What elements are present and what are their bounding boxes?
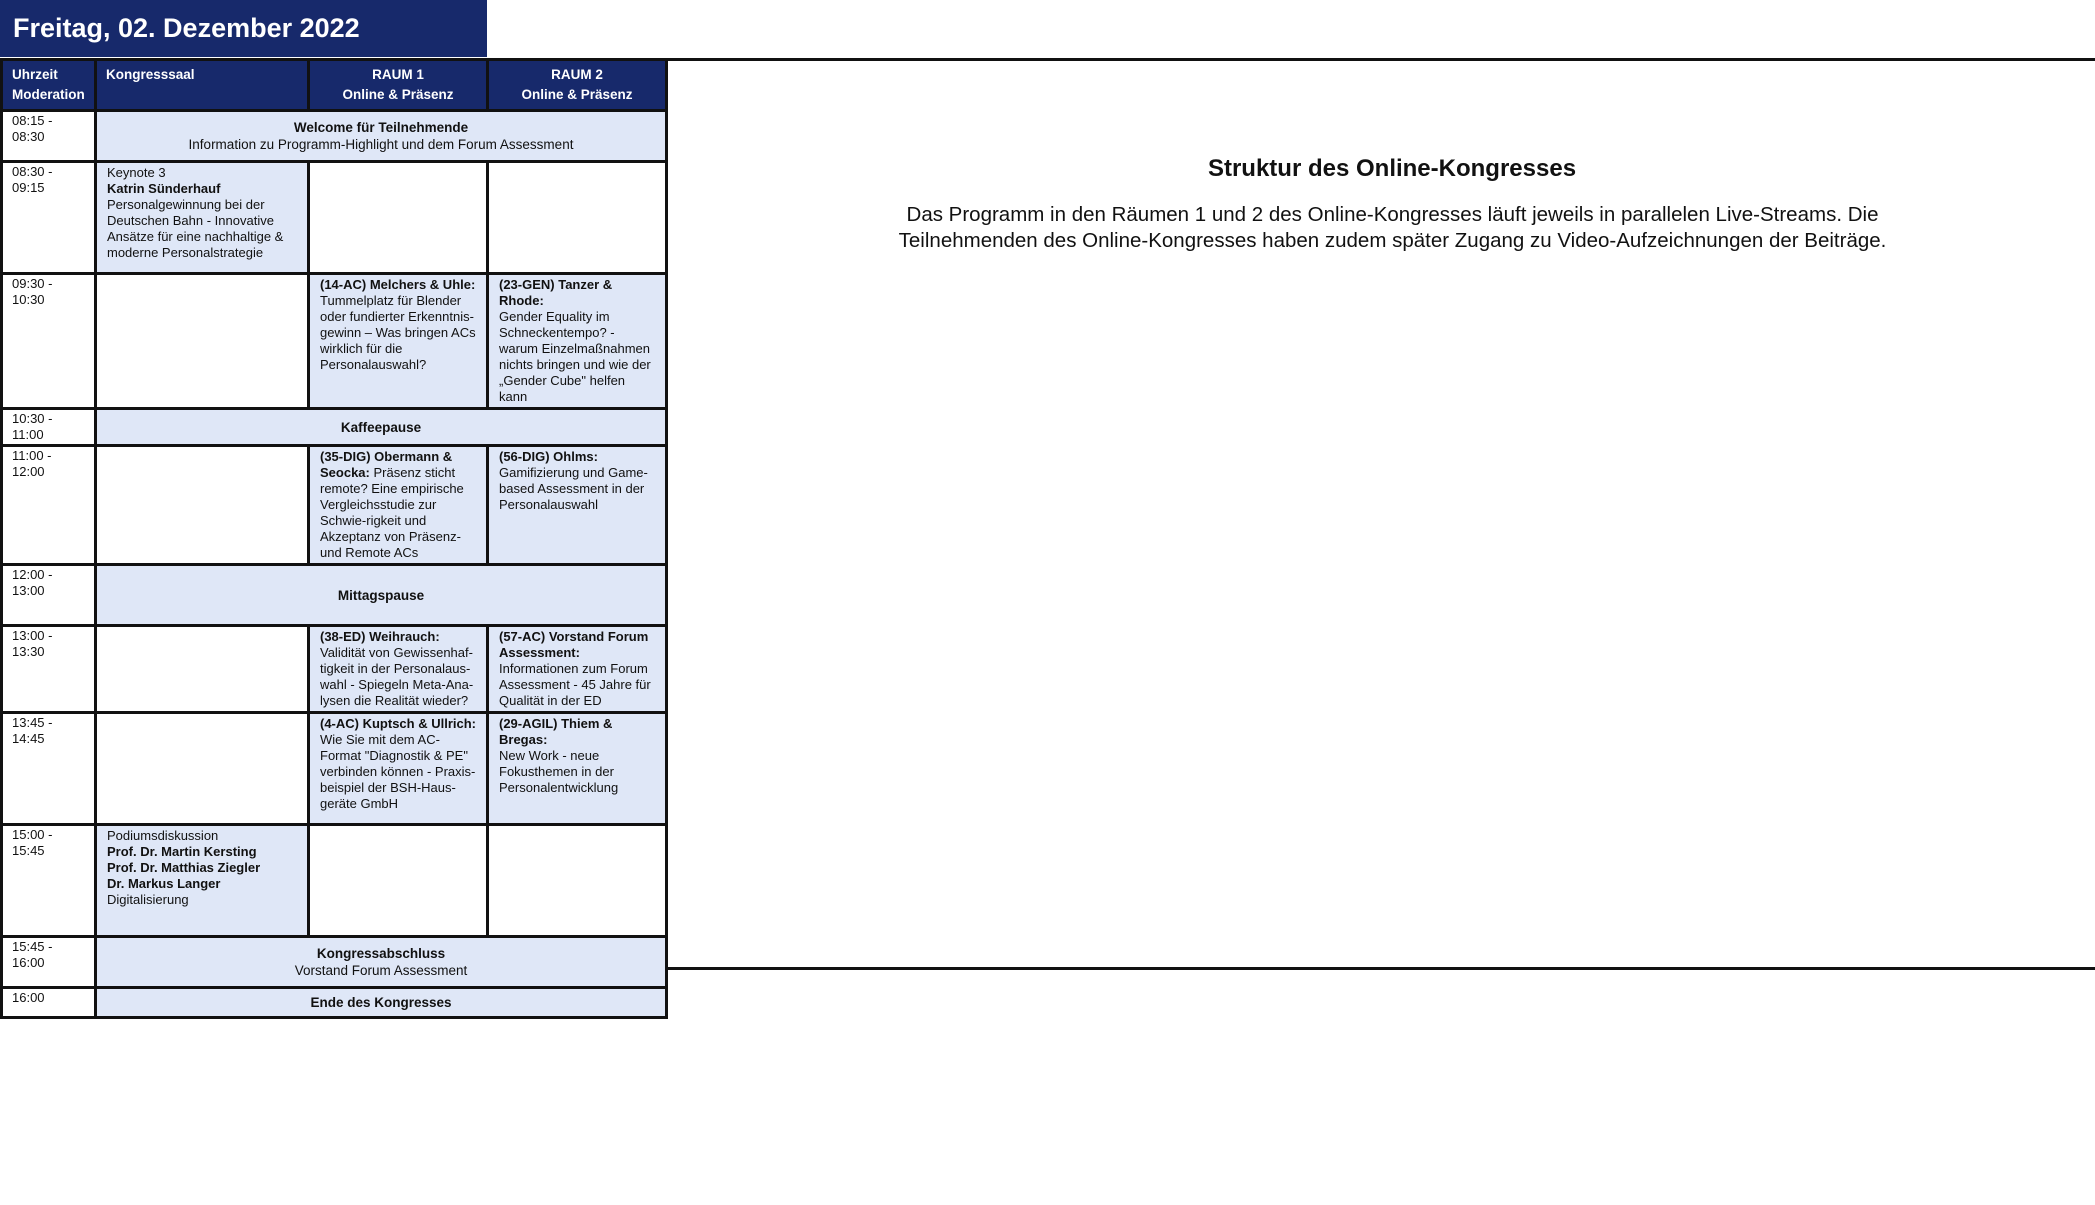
schedule-row xyxy=(2,937,667,988)
lunch-cell: Mittagspause xyxy=(96,565,667,626)
schedule-row xyxy=(2,274,667,409)
schedule-row xyxy=(2,626,667,713)
time-cell: 13:00 - 13:30 xyxy=(2,626,96,713)
schedule-row xyxy=(2,825,667,937)
header-time: Uhrzeit Moderation xyxy=(2,60,96,111)
empty-cell xyxy=(488,162,667,274)
bottom-rule xyxy=(665,967,2095,970)
schedule-row xyxy=(2,713,667,825)
empty-cell xyxy=(96,713,309,825)
info-text: Das Programm in den Räumen 1 und 2 des Online-Kongresses läuft jeweils in parallelen Live-Streams. Die Teilnehmenden des Online-Kongresses haben zudem später Zugang zu Video-Aufzeichnungen der Beiträge. xyxy=(898,203,1887,252)
info-title: Struktur des Online-Kongresses xyxy=(1207,155,1577,182)
session-cell: (38-ED) Weihrauch: Validität von Gewissenhaf-tigkeit in der Personalaus-wahl - Spiegeln Meta-Ana-lysen die Realität wieder? xyxy=(309,626,488,713)
header-raum1: RAUM 1 Online & Präsenz xyxy=(309,60,488,111)
end-cell: Ende des Kongresses xyxy=(96,988,667,1018)
schedule-row xyxy=(2,409,667,446)
schedule-row xyxy=(2,446,667,565)
schedule-row xyxy=(2,988,667,1018)
schedule-row xyxy=(2,162,667,274)
time-cell: 09:30 - 10:30 xyxy=(2,274,96,409)
session-cell: (14-AC) Melchers & Uhle: Tummelplatz für Blender oder fundierter Erkenntnis-gewinn – Was bringen ACs wirklich für die Personalauswahl? xyxy=(309,274,488,409)
time-cell: 16:00 xyxy=(2,988,96,1018)
session-cell: (4-AC) Kuptsch & Ullrich: Wie Sie mit dem AC-Format "Diagnostik & PE" verbinden können - Praxis-beispiel der BSH-Haus-geräte GmbH xyxy=(309,713,488,825)
empty-cell xyxy=(96,446,309,565)
time-cell: 13:45 - 14:45 xyxy=(2,713,96,825)
header-kongresssaal: Kongresssaal xyxy=(96,60,309,111)
session-cell: (57-AC) Vorstand Forum Assessment: Informationen zum Forum Assessment - 45 Jahre für Qualität in der ED xyxy=(488,626,667,713)
time-cell: 15:00 - 15:45 xyxy=(2,825,96,937)
session-cell: (56-DIG) Ohlms: Gamifizierung und Game-based Assessment in der Personalauswahl xyxy=(488,446,667,565)
panel-cell: Podiumsdiskussion Prof. Dr. Martin Kersting Prof. Dr. Matthias Ziegler Dr. Markus Langer Digitalisierung xyxy=(96,825,309,937)
break-cell: Kaffeepause xyxy=(96,409,667,446)
header-row xyxy=(2,60,667,111)
welcome-cell: Welcome für Teilnehmende Information zu Programm-Highlight und dem Forum Assessment xyxy=(96,111,667,162)
time-cell: 15:45 - 16:00 xyxy=(2,937,96,988)
date-banner: Freitag, 02. Dezember 2022 xyxy=(0,0,487,57)
time-cell: 12:00 - 13:00 xyxy=(2,565,96,626)
session-cell: (29-AGIL) Thiem & Bregas: New Work - neue Fokusthemen in der Personalentwicklung xyxy=(488,713,667,825)
time-cell: 11:00 - 12:00 xyxy=(2,446,96,565)
empty-cell xyxy=(488,825,667,937)
empty-cell xyxy=(309,162,488,274)
empty-cell xyxy=(309,825,488,937)
closing-cell: Kongressabschluss Vorstand Forum Assessment xyxy=(96,937,667,988)
time-cell: 10:30 - 11:00 xyxy=(2,409,96,446)
session-cell: (23-GEN) Tanzer & Rhode: Gender Equality im Schneckentempo? - warum Einzelmaßnahmen nichts bringen und wie der „Gender Cube" helfen kann xyxy=(488,274,667,409)
schedule-row xyxy=(2,565,667,626)
schedule-table xyxy=(0,58,668,1019)
empty-cell xyxy=(96,274,309,409)
empty-cell xyxy=(96,626,309,713)
time-cell: 08:30 - 09:15 xyxy=(2,162,96,274)
time-cell: 08:15 - 08:30 xyxy=(2,111,96,162)
session-cell: (35-DIG) Obermann & Seocka: Präsenz sticht remote? Eine empirische Vergleichsstudie zur Schwie-rigkeit und Akzeptanz von Präsenz- und Remote ACs xyxy=(309,446,488,565)
keynote-cell: Keynote 3 Katrin Sünderhauf Personalgewinnung bei der Deutschen Bahn - Innovative Ansätze für eine nachhaltige & moderne Personalstrategie xyxy=(96,162,309,274)
top-rule xyxy=(665,58,2095,61)
header-raum2: RAUM 2 Online & Präsenz xyxy=(488,60,667,111)
schedule-row xyxy=(2,111,667,162)
